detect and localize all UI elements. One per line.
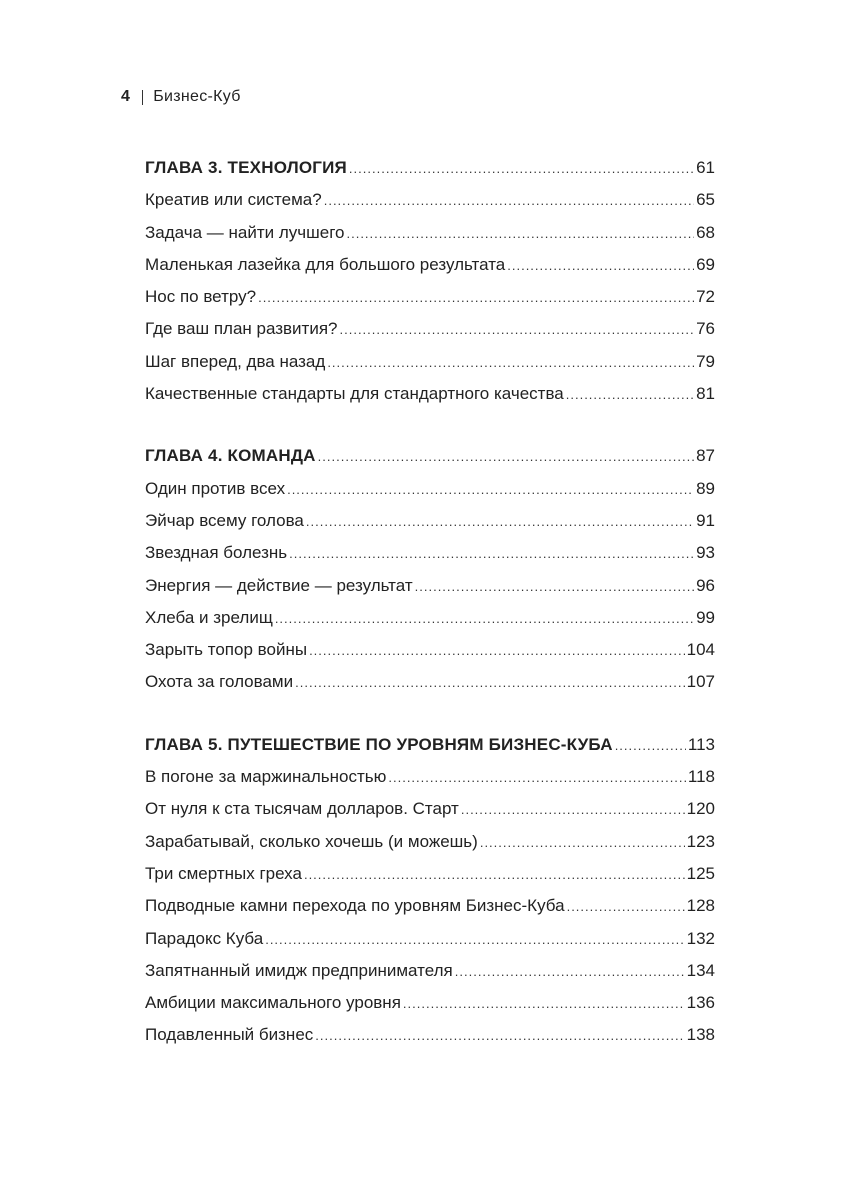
dot-leader — [349, 161, 694, 176]
toc-entry[interactable] — [145, 961, 715, 993]
entry-title: Задача — найти лучшего — [145, 222, 345, 242]
toc-entry[interactable] — [145, 511, 715, 543]
entry-title: Маленькая лазейка для большого результата — [145, 254, 506, 274]
toc-entry[interactable] — [145, 479, 715, 511]
toc-entry[interactable] — [145, 287, 715, 319]
entry-title: Шаг вперед, два назад — [145, 351, 326, 371]
entry-title: Зарыть топор войны — [145, 640, 308, 660]
entry-title: Хлеба и зрелищ — [145, 607, 273, 627]
toc-entry[interactable] — [145, 319, 715, 351]
entry-title: Где ваш план развития? — [145, 319, 338, 339]
dot-leader — [566, 387, 694, 402]
dot-leader — [318, 449, 694, 464]
dot-leader — [309, 643, 685, 658]
dot-leader — [287, 482, 694, 497]
header-divider — [142, 90, 143, 105]
page-number: 4 — [121, 88, 131, 105]
entry-title: Зарабатывай, сколько хочешь (и можешь) — [145, 831, 478, 851]
toc-chapter-heading[interactable] — [145, 735, 715, 767]
entry-page: 65 — [696, 190, 715, 210]
dot-leader — [346, 226, 694, 241]
dot-leader — [388, 770, 686, 785]
toc-entry[interactable] — [145, 576, 715, 608]
chapter-page: 87 — [696, 446, 715, 466]
entry-page: 138 — [686, 1025, 715, 1045]
dot-leader — [306, 514, 694, 529]
entry-page: 99 — [696, 607, 715, 627]
entry-page: 107 — [686, 672, 715, 692]
dot-leader — [480, 835, 685, 850]
dot-leader — [304, 867, 685, 882]
dot-leader — [567, 899, 685, 914]
dot-leader — [415, 579, 694, 594]
dot-leader — [289, 546, 694, 561]
entry-page: 91 — [696, 510, 715, 530]
dot-leader — [340, 322, 695, 337]
chapter-page: 113 — [687, 734, 715, 754]
toc-entry[interactable] — [145, 255, 715, 287]
toc-entry[interactable] — [145, 672, 715, 704]
entry-page: 81 — [696, 384, 715, 404]
entry-page: 76 — [696, 319, 715, 339]
entry-page: 118 — [687, 767, 715, 787]
entry-page: 128 — [686, 896, 715, 916]
dot-leader — [295, 675, 685, 690]
dot-leader — [324, 193, 694, 208]
toc-chapter-heading[interactable] — [145, 446, 715, 478]
entry-page: 123 — [686, 831, 715, 851]
chapter-title: ГЛАВА 3. ТЕХНОЛОГИЯ — [145, 158, 347, 177]
toc-entry[interactable] — [145, 993, 715, 1025]
entry-title: Охота за головами — [145, 672, 294, 692]
dot-leader — [507, 258, 694, 273]
dot-leader — [461, 802, 685, 817]
chapter-title: ГЛАВА 4. КОМАНДА — [145, 446, 316, 466]
dot-leader — [315, 1028, 684, 1043]
entry-title: Нос по ветру? — [145, 287, 257, 307]
toc-entry[interactable] — [145, 384, 715, 416]
chapter-page: 61 — [696, 158, 715, 177]
entry-page: 96 — [696, 575, 715, 595]
entry-title: В погоне за маржинальностью — [145, 767, 387, 787]
toc-section-chapter-5 — [145, 735, 715, 1058]
entry-page: 136 — [686, 993, 715, 1013]
dot-leader — [265, 932, 684, 947]
book-title: Бизнес-Куб — [153, 88, 241, 105]
dot-leader — [327, 355, 694, 370]
toc-section-chapter-4 — [145, 446, 715, 704]
toc-entry[interactable] — [145, 543, 715, 575]
toc-entry[interactable] — [145, 896, 715, 928]
entry-page: 89 — [696, 478, 715, 498]
toc-entry[interactable] — [145, 929, 715, 961]
chapter-title: ГЛАВА 5. ПУТЕШЕСТВИЕ ПО УРОВНЯМ БИЗНЕС-КУБА — [145, 734, 613, 754]
dot-leader — [275, 611, 694, 626]
toc-entry[interactable] — [145, 799, 715, 831]
toc-entry[interactable] — [145, 352, 715, 384]
toc-entry[interactable] — [145, 223, 715, 255]
dot-leader — [258, 290, 694, 305]
entry-title: Качественные стандарты для стандартного качества — [145, 384, 564, 404]
entry-page: 134 — [686, 960, 715, 980]
entry-page: 79 — [696, 351, 715, 371]
entry-title: Амбиции максимального уровня — [145, 993, 401, 1013]
toc-entry[interactable] — [145, 190, 715, 222]
entry-title: Запятнанный имидж предпринимателя — [145, 960, 453, 980]
entry-title: Эйчар всему голова — [145, 510, 304, 530]
entry-page: 72 — [696, 287, 715, 307]
entry-page: 132 — [686, 928, 715, 948]
entry-title: Креатив или система? — [145, 190, 322, 210]
dot-leader — [615, 738, 686, 753]
toc-entry[interactable] — [145, 640, 715, 672]
entry-page: 120 — [686, 799, 715, 819]
entry-title: Парадокс Куба — [145, 928, 264, 948]
entry-title: Подавленный бизнес — [145, 1025, 314, 1045]
entry-title: Три смертных греха — [145, 863, 302, 883]
toc-entry[interactable] — [145, 832, 715, 864]
toc-entry[interactable] — [145, 767, 715, 799]
entry-title: Подводные камни перехода по уровням Бизнес-Куба — [145, 896, 565, 916]
toc-section-chapter-3 — [145, 158, 715, 416]
entry-title: От нуля к ста тысячам долларов. Старт — [145, 799, 459, 819]
entry-title: Звездная болезнь — [145, 543, 288, 563]
entry-page: 68 — [696, 222, 715, 242]
toc-entry[interactable] — [145, 608, 715, 640]
dot-leader — [455, 964, 685, 979]
entry-title: Энергия — действие — результат — [145, 575, 413, 595]
table-of-contents — [145, 158, 715, 1088]
entry-page: 125 — [686, 863, 715, 883]
toc-chapter-heading[interactable] — [145, 158, 715, 190]
toc-entry[interactable] — [145, 1025, 715, 1057]
dot-leader — [403, 996, 685, 1011]
running-head — [121, 88, 241, 106]
entry-page: 69 — [696, 254, 715, 274]
entry-page: 104 — [686, 640, 715, 660]
entry-title: Один против всех — [145, 478, 286, 498]
toc-entry[interactable] — [145, 864, 715, 896]
entry-page: 93 — [696, 543, 715, 563]
